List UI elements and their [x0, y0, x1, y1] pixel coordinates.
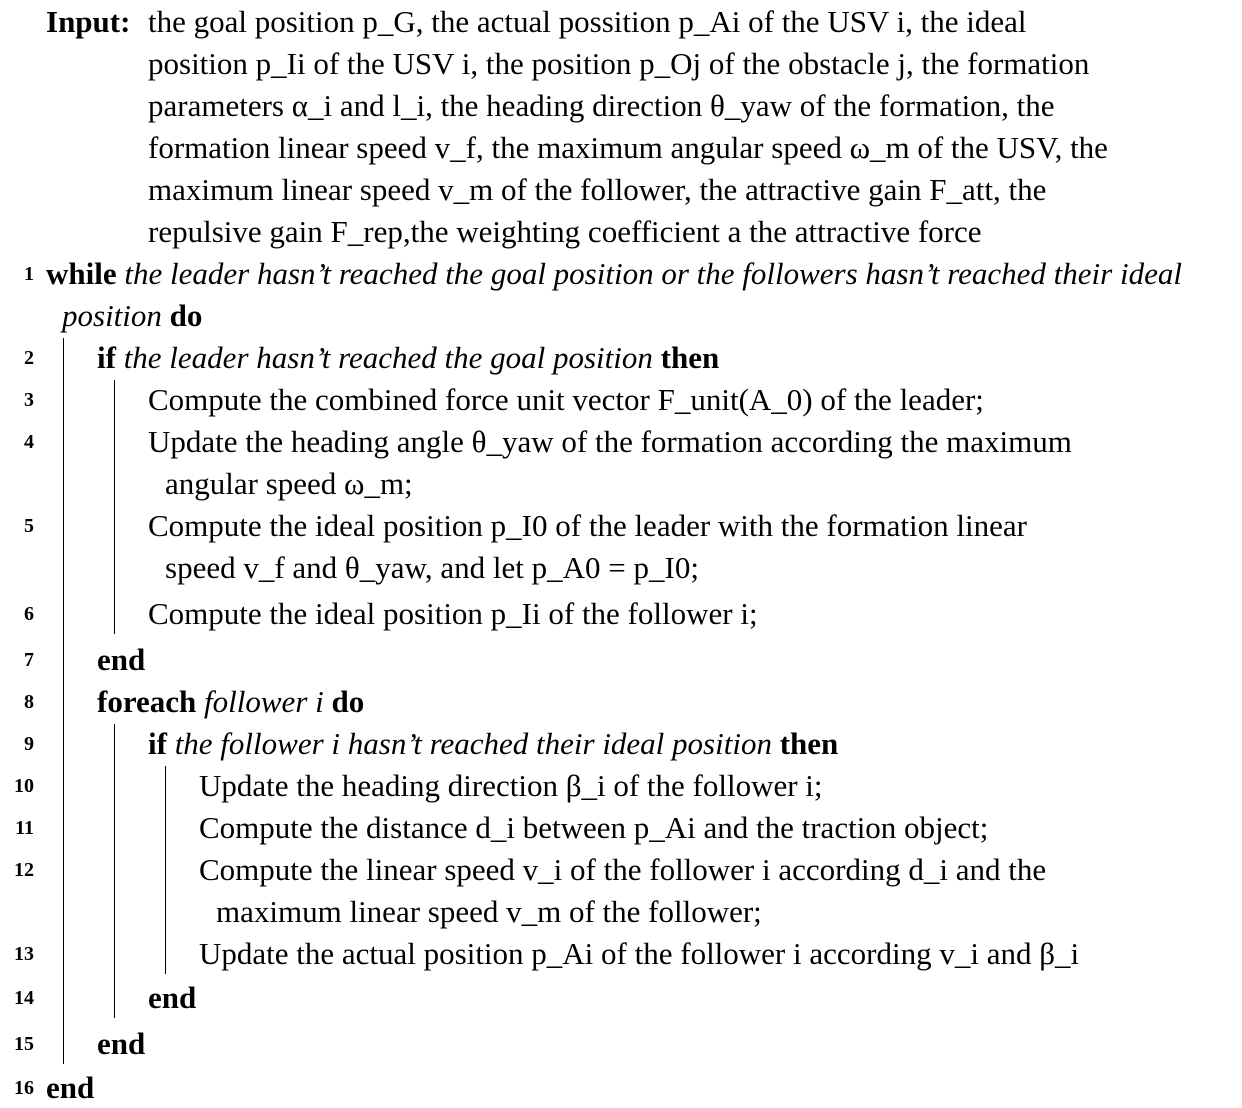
- input-label: Input:: [46, 4, 131, 39]
- algorithm-line: [0, 934, 1242, 974]
- line-content: [62, 296, 202, 336]
- line-content: angular speed ω_m;: [165, 466, 413, 501]
- input-line: [0, 170, 1242, 210]
- keyword: end: [97, 642, 146, 677]
- line-content: Compute the ideal position p_Ii of the follower i;: [148, 596, 758, 631]
- keyword: if: [97, 340, 116, 375]
- algorithm-line: [0, 506, 1242, 546]
- input-line: [0, 128, 1242, 168]
- line-number: 7: [24, 649, 34, 671]
- keyword: while: [46, 256, 117, 291]
- line-content: Update the actual position p_Ai of the follower i according v_i and β_i: [199, 936, 1080, 971]
- keyword: end: [46, 1070, 95, 1105]
- line-number: 4: [24, 431, 34, 453]
- input-text-line: repulsive gain F_rep,the weighting coefficient a the attractive force: [148, 214, 982, 249]
- line-content: Compute the ideal position p_I0 of the leader with the formation linear: [148, 508, 1027, 543]
- line-content: speed v_f and θ_yaw, and let p_A0 = p_I0;: [165, 550, 699, 585]
- input-text-line: parameters α_i and l_i, the heading direction θ_yaw of the formation, the: [148, 88, 1055, 123]
- line-content: maximum linear speed v_m of the follower;: [216, 894, 762, 929]
- algorithm-line: [0, 1024, 1242, 1064]
- algorithm-line: [0, 808, 1242, 848]
- line-content: Compute the linear speed v_i of the follower i according d_i and the: [199, 852, 1047, 887]
- line-content: Update the heading angle θ_yaw of the formation according the maximum: [148, 424, 1072, 459]
- condition: follower i: [204, 684, 324, 719]
- algorithm-line: [0, 978, 1242, 1018]
- line-number: 2: [24, 347, 34, 369]
- condition: position: [62, 298, 162, 333]
- input-line: [0, 86, 1242, 126]
- keyword: do: [331, 684, 365, 719]
- line-number: 16: [14, 1077, 34, 1099]
- algorithm-line-continuation: [0, 548, 1242, 588]
- foreach-block-bar: [114, 724, 115, 1018]
- algorithm-line: [0, 594, 1242, 634]
- algorithm-line: [0, 682, 1242, 722]
- line-content: Compute the combined force unit vector F_unit(A_0) of the leader;: [148, 382, 984, 417]
- line-content: Compute the distance d_i between p_Ai and the traction object;: [199, 810, 989, 845]
- condition: the leader hasn’t reached the goal position: [123, 340, 653, 375]
- input-line: [0, 2, 1242, 42]
- line-number: 8: [24, 691, 34, 713]
- keyword: do: [169, 298, 203, 333]
- line-content: [46, 254, 1182, 294]
- condition: the follower i hasn’t reached their ideal position: [174, 726, 772, 761]
- line-number: 15: [14, 1033, 34, 1055]
- while-block-bar: [63, 338, 64, 1064]
- algorithm-line: [0, 380, 1242, 420]
- algorithm-line: [0, 1068, 1242, 1108]
- input-text-line: position p_Ii of the USV i, the position p_Oj of the obstacle j, the formation: [148, 46, 1090, 81]
- input-text-line: maximum linear speed v_m of the follower, the attractive gain F_att, the: [148, 172, 1047, 207]
- algorithm-line-continuation: [0, 892, 1242, 932]
- line-content: Update the heading direction β_i of the follower i;: [199, 768, 823, 803]
- line-number: 12: [14, 859, 34, 881]
- keyword: end: [97, 1026, 146, 1061]
- input-line: [0, 44, 1242, 84]
- input-text-line: the goal position p_G, the actual possition p_Ai of the USV i, the ideal: [148, 4, 1027, 39]
- line-number: 14: [14, 987, 34, 1009]
- algorithm-line: [0, 338, 1242, 378]
- keyword: end: [148, 980, 197, 1015]
- line-number: 9: [24, 733, 34, 755]
- algorithm-line-continuation: [0, 296, 1242, 336]
- line-number: 6: [24, 603, 34, 625]
- line-content: [97, 338, 719, 378]
- line-content: [97, 682, 364, 722]
- line-number: 10: [14, 775, 34, 797]
- algorithm-line: [0, 640, 1242, 680]
- line-content: [148, 724, 838, 764]
- algorithm-line: [0, 724, 1242, 764]
- line-number: 11: [15, 817, 34, 839]
- condition: the leader hasn’t reached the goal position or the followers hasn’t reached their ideal: [124, 256, 1182, 291]
- keyword: if: [148, 726, 167, 761]
- algorithm-line: [0, 766, 1242, 806]
- line-number: 1: [24, 263, 34, 285]
- algorithm-line: [0, 850, 1242, 890]
- if-block-bar: [114, 380, 115, 634]
- algorithm-line-continuation: [0, 464, 1242, 504]
- algorithm-line: [0, 254, 1242, 294]
- keyword: then: [779, 726, 839, 761]
- line-number: 3: [24, 389, 34, 411]
- algorithm-line: [0, 422, 1242, 462]
- line-number: 13: [14, 943, 34, 965]
- keyword: foreach: [97, 684, 197, 719]
- input-text-line: formation linear speed v_f, the maximum angular speed ω_m of the USV, the: [148, 130, 1108, 165]
- input-line: [0, 212, 1242, 252]
- line-number: 5: [24, 515, 34, 537]
- keyword: then: [660, 340, 720, 375]
- inner-if-block-bar: [165, 766, 166, 974]
